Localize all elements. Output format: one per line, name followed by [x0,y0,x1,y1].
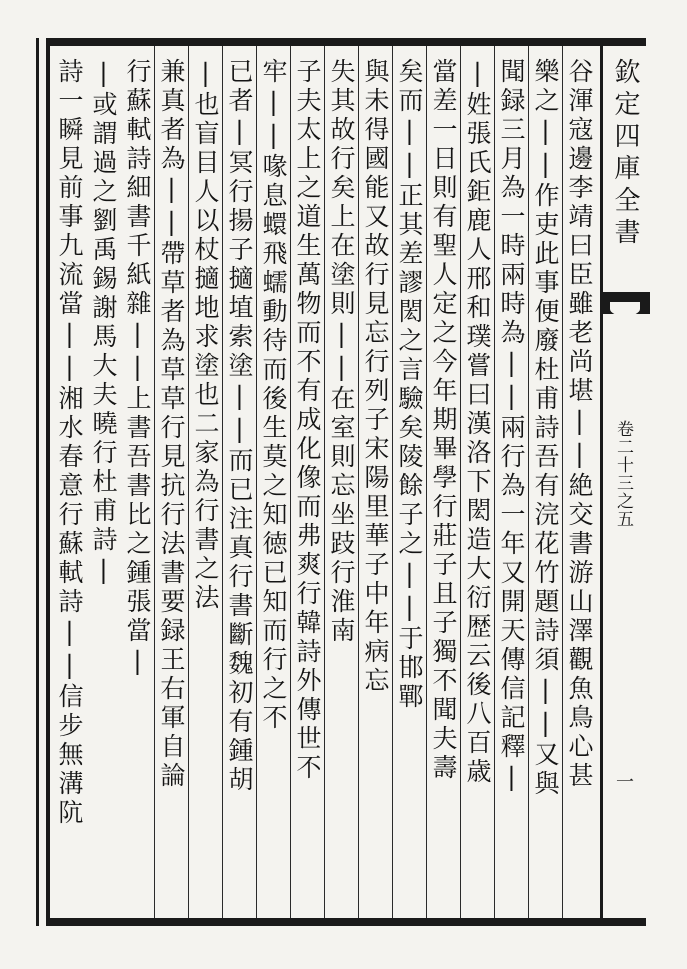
text-column-9: 子夫太上之道生萬物而不有成化像而弗爽行韓詩外傳世不 [293,58,322,783]
text-column-3: 聞録三月為一時兩時為||兩行為一年又開天傳信記釋| [497,58,526,795]
fishtail-mark [600,292,650,314]
text-column-4: |姓張氏鉅鹿人邢和璞嘗曰漢洛下閎造大衍歴云後八百歳 [463,58,492,787]
text-column-12: |也盲目人以杖擿地求塗也二家為行書之法 [191,58,220,613]
text-column-7: 與未得國能又故行見忘行列子宋陽里華子中年病忘 [361,58,390,696]
text-column-11: 已者|冥行揚子擿埴索塗||而已注真行書斷魏初有鍾胡 [225,58,254,795]
folio-number: 一 [613,772,634,790]
text-column-14: 行蘇軾詩細書千紙雜||上書吾書比之鍾張當| [123,58,152,679]
text-column-16: 詩一瞬見前事九流當||湘水春意行蘇軾詩||信步無溝阬 [55,58,84,828]
chapter-label: 卷二十三之五 [613,420,633,528]
text-column-10: 牢||喙息蠉飛蠕動待而後生莫之知徳已知而行之不 [259,58,288,733]
text-column-13: 兼真者為||帶草者為草草行見抗行法書要録王右軍自論 [157,58,186,791]
text-column-2: 樂之||作吏此事便廢杜甫詩吾有浣花竹題詩須||又與 [531,58,560,799]
text-column-1: 谷渾寇邊李靖曰臣雖老尚堪||絶交書游山澤觀魚鳥心甚 [565,58,594,791]
text-column-15: |或謂過之劉禹錫謝馬大夫曉行杜甫詩| [89,58,118,588]
text-column-8: 失其故行矣上在塗則||在室則忘坐跂行淮南 [327,58,356,646]
outer-border-rule [36,38,39,926]
book-title: 欽定四庫全書 [610,58,640,250]
text-column-6: 矣而||正其差謬閎之言驗矣陵餘子之||于邯鄲 [395,58,424,712]
text-column-5: 當差一日則有聖人定之今年期畢學行莊子且子獨不聞夫壽 [429,58,458,783]
